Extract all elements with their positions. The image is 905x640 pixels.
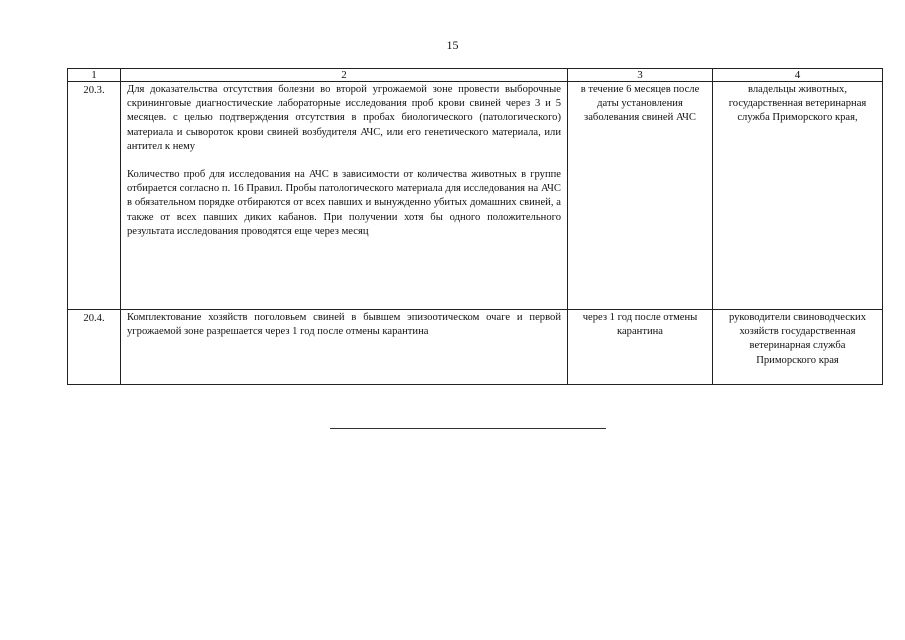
measure-description [121,82,568,310]
row-number: 20.4. [68,310,121,385]
measure-responsible: владельцы животных, государственная ветеринарная служба Приморского края, [713,82,883,310]
page-number: 15 [446,38,459,52]
description-paragraph: Комплектование хозяйств поголовьем свиней в бывшем эпизоотическом очаге и первой угрожаемой зоне разрешается через 1 год после отмены карантина [127,312,561,338]
header-col-4: 4 [713,69,883,82]
table-row [68,82,883,310]
header-col-2: 2 [121,69,568,82]
description-paragraph: Количество проб для исследования на АЧС в зависимости от количества животных в группе отбирается согласно п. 16 Правил. Пробы патологического материала для исследования на АЧС в обязательном порядке отбираются от всех павших и вынужденно убитых домашних свиней, а также от всех павших диких кабанов. При получении хотя бы одного положительного результата исследования проводятся еще через месяц [127,169,561,237]
end-divider-line [330,428,606,429]
header-col-1: 1 [68,69,121,82]
measure-term: через 1 год после отмены карантина [568,310,713,385]
header-col-3: 3 [568,69,713,82]
measures-table [67,68,883,385]
table-row [68,310,883,385]
measure-responsible: руководители свиноводческих хозяйств государственная ветеринарная служба Приморского края [713,310,883,385]
measure-description [121,310,568,385]
table-header-row [68,69,883,82]
row-number: 20.3. [68,82,121,310]
description-paragraph: Для доказательства отсутствия болезни во второй угрожаемой зоне провести выборочные скрининговые диагностические лабораторные исследования проб крови свиней через 3 и 5 месяцев. с целью подтверждения отсутствия в пробах биологического (патологического) материала и сывороток крови свиней возбудителя АЧС, или его генетического материала, или антител к нему [127,84,561,152]
measure-term: в течение 6 месяцев после даты установления заболевания свиней АЧС [568,82,713,310]
